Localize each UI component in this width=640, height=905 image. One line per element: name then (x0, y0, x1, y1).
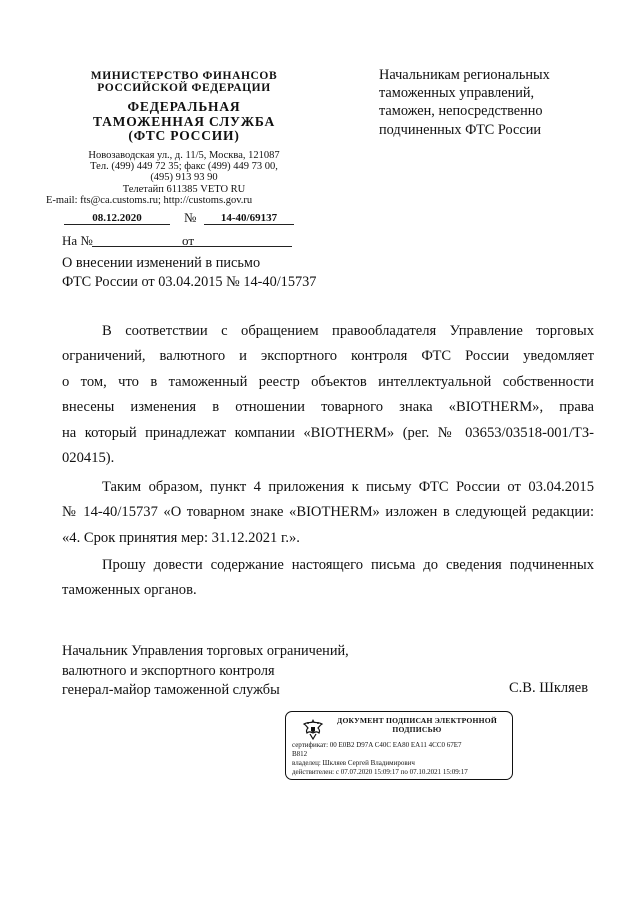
address-line: Тел. (499) 449 72 35; факс (499) 449 73 00, (90, 160, 278, 172)
registration-row (64, 212, 294, 230)
reference-number-label: На № (62, 233, 93, 248)
stamp-certificate-cont: B812 (292, 750, 308, 758)
paragraph-line: В соответствии с обращением правообладателя Управление торговых (102, 323, 594, 339)
paragraph-line: 020415). (62, 450, 115, 467)
stamp-title (324, 716, 510, 734)
electronic-signature-stamp (285, 711, 513, 780)
stamp-certificate: сертификат: 00 E0B2 D97A C40C EA80 EA11 4CC0 67E7 (292, 741, 462, 749)
service-line: (ФТС РОССИИ) (128, 128, 240, 143)
address-line: Телетайп 611385 VETO RU (122, 183, 246, 195)
stamp-title-line: ДОКУМЕНТ ПОДПИСАН ЭЛЕКТРОННОЙ (337, 716, 497, 725)
sender-block (40, 70, 328, 207)
ministry-line: МИНИСТЕРСТВО ФИНАНСОВ (90, 70, 278, 82)
registration-number-label: № (184, 210, 197, 225)
signer-name: С.В. Шкляев (509, 680, 589, 696)
signatory-position-line: Начальник Управления торговых ограничений, (62, 643, 349, 659)
body-paragraph-1 (62, 319, 594, 471)
eagle-emblem-icon (302, 717, 324, 741)
recipient-block (379, 66, 619, 139)
registration-date: 08.12.2020 (64, 212, 170, 225)
address-line: Новозаводская ул., д. 11/5, Москва, 121087 (88, 149, 280, 161)
stamp-validity: действителен: с 07.07.2020 15:09:17 по 07.10.2021 15:09:17 (292, 768, 468, 776)
recipient-line: подчиненных ФТС России (379, 121, 542, 138)
body-paragraph-2 (62, 475, 594, 551)
recipient-line: таможенных управлений, (379, 85, 535, 102)
recipient-line: таможен, непосредственно (379, 103, 543, 120)
reference-date-label: от (182, 233, 195, 248)
paragraph-line: «4. Срок принятия мер: 31.12.2021 г.». (62, 529, 300, 546)
recipient-line: Начальникам региональных (379, 67, 550, 83)
ministry-line: РОССИЙСКОЙ ФЕДЕРАЦИИ (97, 82, 271, 94)
paragraph-line: таможенных органов. (62, 582, 197, 599)
subject-line: О внесении изменений в письмо (62, 255, 261, 271)
reference-row (62, 233, 302, 251)
paragraph-line: Прошу довести содержание настоящего письма до сведения подчиненных (102, 557, 594, 573)
body-paragraph-3 (62, 553, 594, 604)
registration-number: 14-40/69137 (204, 212, 294, 225)
stamp-details (292, 741, 510, 777)
stamp-title-line: ПОДПИСЬЮ (392, 725, 442, 734)
address-line: (495) 913 93 90 (150, 172, 218, 184)
sender-email: E-mail: fts@ca.customs.ru; http://customs.gov.ru (46, 195, 253, 207)
service-line: ФЕДЕРАЛЬНАЯ (127, 99, 241, 114)
service-name (40, 100, 328, 144)
paragraph-line: № 14-40/15737 «О товарном знаке «BIOTHERM» изложен в следующей редакции: (62, 504, 594, 521)
subject-line: ФТС России от 03.04.2015 № 14-40/15737 (62, 273, 317, 290)
service-line: ТАМОЖЕННАЯ СЛУЖБА (92, 113, 276, 129)
ministry-name (40, 70, 328, 94)
paragraph-line: внесены изменения в отношении товарного знака «BIOTHERM», права (62, 399, 594, 416)
reference-date-blank (202, 246, 292, 247)
paragraph-line: ограничений, валютного и экспортного контроля ФТС России уведомляет (62, 348, 594, 365)
paragraph-line: Таким образом, пункт 4 приложения к письму ФТС России от 03.04.2015 (102, 479, 594, 495)
signatory-position-line: валютного и экспортного контроля (62, 662, 275, 679)
stamp-owner: владелец: Шкляев Сергей Владимирович (292, 759, 415, 767)
paragraph-line: о том, что в таможенный реестр объектов интеллектуальной собственности (62, 373, 594, 390)
letter-subject (62, 254, 362, 291)
signatory-position-line: генерал-майор таможенной службы (62, 682, 280, 699)
paragraph-line: на который принадлежат компании «BIOTHERM» (рег. № 03653/03518-001/ТЗ- (62, 424, 594, 441)
sender-address (40, 150, 328, 196)
